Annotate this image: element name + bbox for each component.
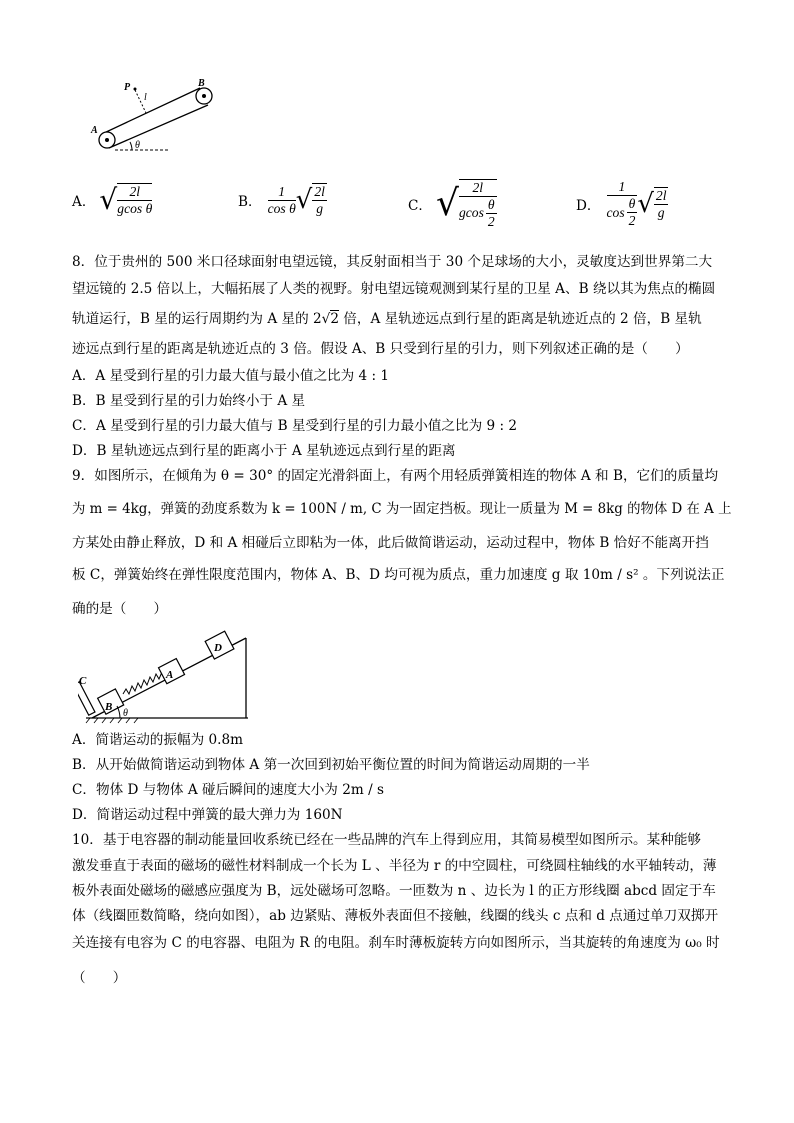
q7-option-b-coef-num: 1: [268, 184, 296, 201]
q7-option-a-den: gcos θ: [117, 201, 153, 216]
q9-line-4: 板 C，弹簧始终在弹性限度范围内，物体 A、B、D 均可视为质点，重力加速度 g 取 10m / s² 。下列说法正: [72, 567, 725, 583]
q7-option-b-num: 2l: [314, 184, 325, 199]
q8-line-1: 8．位于贵州的 500 米口径球面射电望远镜，其反射面相当于 30 个足球场的大小，灵敏度达到世界第二大: [72, 254, 713, 270]
q9-label-B: B: [105, 701, 113, 713]
q8-line-3a: 轨道运行，B 星的运行周期约为 A 星的 2: [72, 311, 322, 327]
q7-option-c-den: gcos: [458, 205, 484, 220]
q7-option-d-coef-two: 2: [628, 213, 636, 228]
q7-option-a-num: 2l: [117, 184, 152, 201]
sqrt-sign-icon: √: [295, 185, 313, 215]
q7-option-c-den-theta: θ: [487, 196, 495, 212]
sqrt-sign-icon: √: [99, 183, 118, 216]
q9-option-a: A．简谐运动的振幅为 0.8m: [72, 732, 243, 748]
q7-option-d-num: 2l: [655, 188, 667, 203]
q10-line-1: 10．基于电容器的制动能量回收系统已经在一些品牌的汽车上得到应用，其简易模型如图所示。某种能够: [72, 832, 702, 848]
q7-option-c-den-two: 2: [487, 213, 495, 229]
q9-label-C: C: [79, 675, 87, 687]
q7-conveyor-figure: [88, 78, 228, 156]
q7-option-b: [238, 178, 327, 222]
q9-option-b: B．从开始做简谐运动到物体 A 第一次回到初始平衡位置的时间为简谐运动周期的一半: [72, 757, 590, 773]
q8-line-2: 望远镜的 2.5 倍以上，大幅拓展了人类的视野。射电望远镜观测到某行星的卫星 A、B 绕以其为焦点的椭圆: [72, 281, 716, 297]
q9-incline-figure: [78, 628, 258, 724]
q7-option-b-label: B．: [238, 194, 262, 210]
q9-label-theta: θ: [123, 708, 128, 719]
q7-label-A: A: [91, 125, 98, 136]
q9-option-d: D．简谐运动过程中弹簧的最大弹力为 160N: [72, 807, 343, 823]
q7-option-c: [408, 174, 497, 234]
q10-line-6: （ ）: [72, 970, 127, 986]
q8-option-a: A．A 星受到行星的引力最大值与最小值之比为 4 : 1: [72, 368, 390, 384]
q8-line-3: [72, 309, 702, 329]
q7-label-B: B: [198, 78, 205, 89]
q9-line-3: 方某处由静止释放，D 和 A 相碰后立即粘为一体，此后做简谐运动，运动过程中，物体 B 恰好不能离开挡: [72, 535, 709, 551]
q9-label-D: D: [214, 642, 222, 654]
q7-label-theta: θ: [135, 140, 140, 151]
sqrt-sign-icon: √: [436, 183, 459, 224]
q10-line-2: 激发垂直于表面的磁场的磁性材料制成一个长为 L 、半径为 r 的中空圆柱，可绕圆柱轴线的水平轴转动，薄: [72, 858, 717, 874]
q8-option-b: B．B 星受到行星的引力始终小于 A 星: [72, 393, 306, 409]
q8-option-d: D．B 星轨迹远点到行星的距离小于 A 星轨迹远点到行星的距离: [72, 443, 456, 459]
q8-option-c: C．A 星受到行星的引力最大值与 B 星受到行星的引力最小值之比为 9 : 2: [72, 418, 518, 434]
q7-label-P: P: [124, 82, 131, 93]
sqrt-sign-icon: √: [321, 311, 331, 327]
q9-line-1: 9．如图所示，在倾角为 θ = 30° 的固定光滑斜面上，有两个用轻质弹簧相连的物体 A 和 B，它们的质量均: [72, 468, 719, 484]
q9-label-A: A: [166, 669, 174, 681]
q7-option-d: [576, 174, 668, 234]
q7-option-d-coef-den: cos: [606, 204, 625, 220]
q7-option-c-num: 2l: [459, 180, 497, 197]
q7-option-b-den: g: [316, 201, 324, 216]
q9-line-2: 为 m = 4kg，弹簧的劲度系数为 k = 100N / m, C 为一固定挡板。现让一质量为 M = 8kg 的物体 D 在 A 上: [72, 501, 732, 517]
q7-option-a: [72, 178, 152, 222]
q8-line-4: 迹远点到行星的距离是轨迹近点的 3 倍。假设 A、B 只受到行星的引力，则下列叙述正确的是（ ）: [72, 341, 689, 357]
q10-line-5: 关连接有电容为 C 的电容器、电阻为 R 的电阻。刹车时薄板旋转方向如图所示，当其旋转的角速度为 ω₀ 时: [72, 935, 720, 951]
q8-line-3b: 倍，A 星轨迹远点到行星的距离是轨迹近点的 2 倍，B 星轨: [338, 311, 702, 327]
q7-option-d-label: D．: [576, 198, 601, 214]
q7-option-a-label: A．: [72, 194, 96, 210]
q7-option-c-label: C．: [408, 198, 432, 214]
q7-label-l: l: [144, 92, 147, 103]
q10-line-3: 板外表面处磁场的磁感应强度为 B，远处磁场可忽略。一匝数为 n 、边长为 l 的正方形线圈 abcd 固定于车: [72, 883, 716, 899]
q9-option-c: C．物体 D 与物体 A 碰后瞬间的速度大小为 2m / s: [72, 782, 384, 798]
q7-option-d-den: g: [657, 205, 665, 220]
q9-line-5: 确的是（ ）: [72, 601, 168, 617]
q7-option-d-coef-theta: θ: [628, 196, 636, 211]
q10-line-4: 体（线圈匝数简略，绕向如图），ab 边紧贴、薄板外表面但不接触，线圈的线头 c 点和 d 点通过单刀双掷开: [72, 908, 719, 924]
q8-line-3-sqrt: 2: [330, 311, 339, 327]
q7-option-b-coef-den: cos θ: [267, 200, 296, 216]
q7-option-d-coef-num: 1: [607, 179, 638, 196]
sqrt-sign-icon: √: [637, 189, 654, 219]
